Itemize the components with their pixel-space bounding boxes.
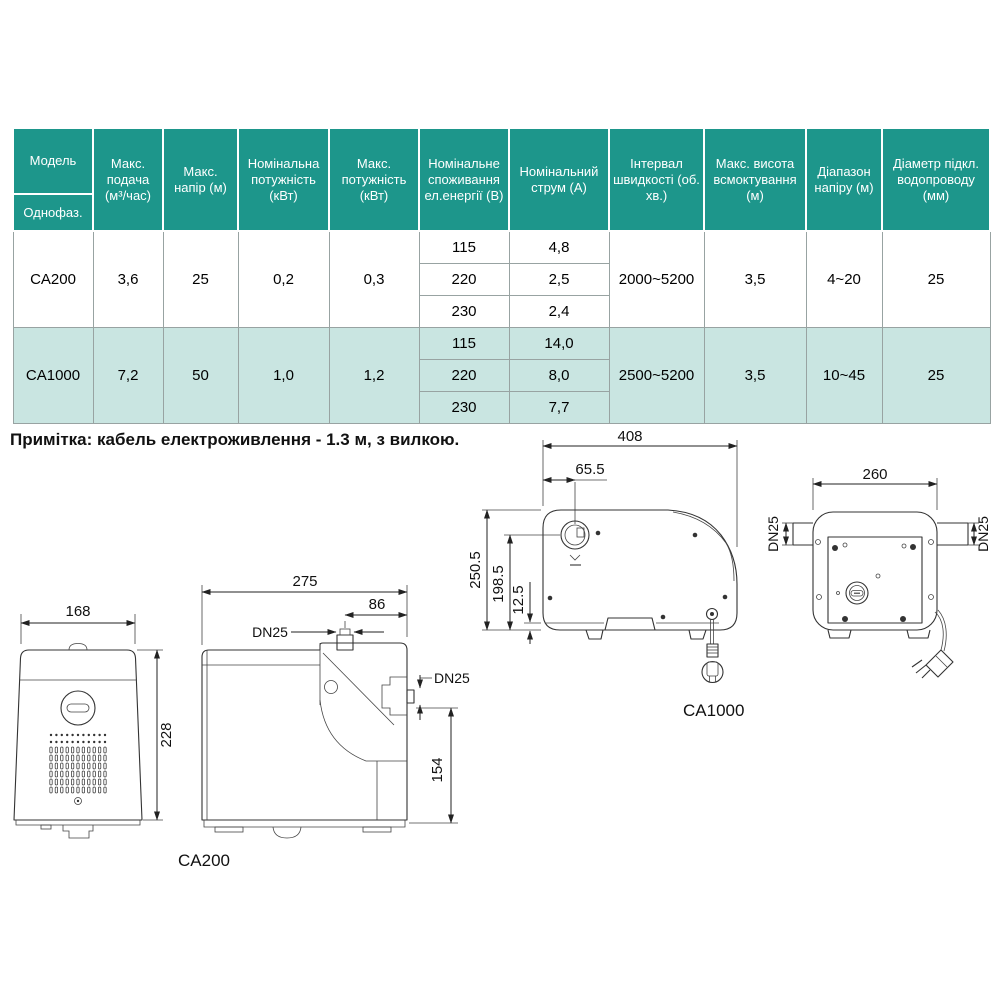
dimension-left-port-dn25 [765,516,793,552]
header-max-power: Макс. потужність (кВт) [329,128,419,231]
dimension-outlet-height-154 [409,708,458,823]
drawing-label-ca200: CA200 [178,851,230,870]
header-suction-height: Макс. висота всмоктування (м) [704,128,806,231]
dimension-width-168 [21,603,135,644]
cell-pipe-diameter: 25 [882,231,990,327]
dim-label-260: 260 [862,466,888,483]
spec-table [12,127,991,424]
dim-label-86: 86 [368,596,386,613]
table-row [13,231,990,263]
power-cord-and-plug [702,609,723,683]
dim-label-dn25-top: DN25 [252,624,288,640]
dim-label-65-5: 65.5 [575,461,605,478]
cell-suction-height: 3,5 [704,327,806,423]
cell-current: 14,0 [509,327,609,359]
header-model: Модель [13,128,93,194]
cell-head-range: 4~20 [806,231,882,327]
dim-label-dn25-side: DN25 [434,670,470,686]
dimension-base-height-12-5 [510,582,541,644]
drawing-ca1000-side-view [467,428,770,722]
header-max-flow: Макс. подача (м³/час) [93,128,163,231]
dimension-head-width-86 [345,596,407,628]
dim-label-198-5: 198.5 [490,565,507,603]
cell-voltage: 230 [419,391,509,423]
cell-head-range: 10~45 [806,327,882,423]
dim-label-168: 168 [65,603,91,620]
cell-current: 7,7 [509,391,609,423]
dim-label-408: 408 [617,428,643,445]
cell-current: 8,0 [509,359,609,391]
dim-label-dn25-right: DN25 [975,516,991,552]
dim-label-154: 154 [429,757,446,783]
cell-voltage: 230 [419,295,509,327]
cell-voltage: 115 [419,327,509,359]
cell-nominal-power: 0,2 [238,231,329,327]
dim-label-dn25-left: DN25 [765,516,781,552]
cell-current: 2,5 [509,263,609,295]
pump-body-outline [202,629,414,838]
header-single-phase: Однофаз. [13,194,93,231]
dim-label-12-5: 12.5 [510,585,527,615]
cell-max-head: 25 [163,231,238,327]
dim-label-250-5: 250.5 [467,551,484,589]
cell-max-flow: 7,2 [93,327,163,423]
cell-current: 4,8 [509,231,609,263]
cell-nominal-power: 1,0 [238,327,329,423]
header-speed-interval: Інтервал швидкості (об. хв.) [609,128,704,231]
cell-pipe-diameter: 25 [882,327,990,423]
dimension-inlet-height-198-5 [490,535,560,630]
dim-label-275: 275 [292,573,318,590]
header-nominal-power: Номінальна потужність (кВт) [238,128,329,231]
cell-current: 2,4 [509,295,609,327]
drawing-ca1000-rear-view [765,466,1000,705]
dimension-side-port-dn25 [420,670,470,720]
table-row [13,327,990,359]
cell-model: CA200 [13,231,93,327]
cell-max-power: 1,2 [329,327,419,423]
drawing-ca200-side-view [170,565,470,875]
cell-model: CA1000 [13,327,93,423]
header-current: Номінальний струм (А) [509,128,609,231]
cell-voltage: 115 [419,231,509,263]
header-voltage: Номінальне споживання ел.енергії (В) [419,128,509,231]
power-cable-note: Примітка: кабель електроживлення - 1.3 м, з вилкою. [10,430,460,449]
header-head-range: Діапазон напіру (м) [806,128,882,231]
drawing-ca200-front-view [5,598,180,863]
cell-speed-interval: 2500~5200 [609,327,704,423]
drawing-label-ca1000: CA1000 [683,701,745,720]
dimension-top-port-dn25 [252,624,384,640]
header-pipe-diameter: Діаметр підкл. водопроводу (мм) [882,128,990,231]
cell-voltage: 220 [419,359,509,391]
power-cord-and-plug [912,610,953,678]
cell-suction-height: 3,5 [704,231,806,327]
dimension-inlet-offset-65-5 [543,461,607,524]
dim-label-228: 228 [158,722,175,748]
pump-body-outline [14,644,142,839]
cell-voltage: 220 [419,263,509,295]
pump-body-outline [543,510,737,639]
pump-body-outline [793,512,968,638]
dimension-right-port-dn25 [968,516,991,552]
cell-max-power: 0,3 [329,231,419,327]
cell-max-flow: 3,6 [93,231,163,327]
cell-speed-interval: 2000~5200 [609,231,704,327]
cell-max-head: 50 [163,327,238,423]
dimension-width-408 [543,428,737,547]
header-max-head: Макс. напір (м) [163,128,238,231]
dimension-width-260 [813,466,937,510]
